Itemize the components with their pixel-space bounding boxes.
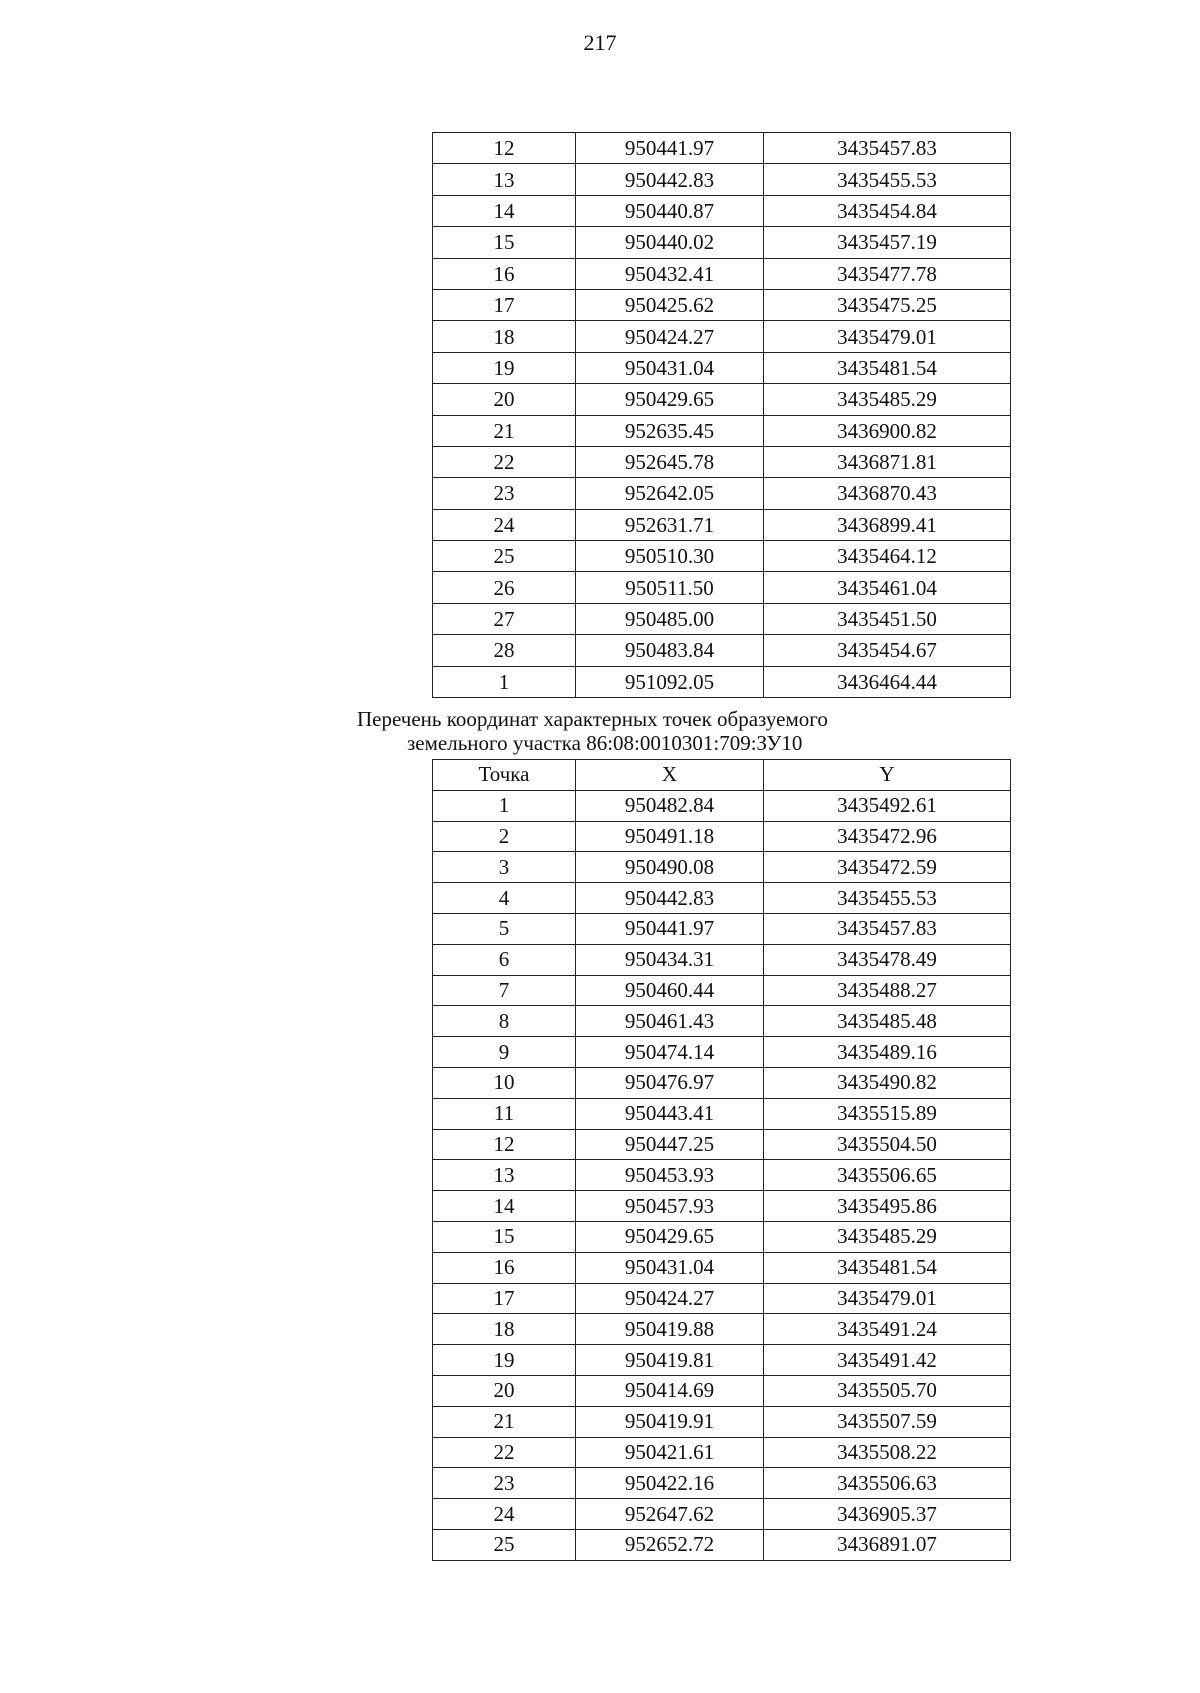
table-row: [433, 1160, 1011, 1191]
cell-x: 950419.88: [576, 1314, 764, 1345]
table-row: [433, 133, 1011, 164]
table-row: [433, 821, 1011, 852]
table-row: [433, 1006, 1011, 1037]
cell-x: 950424.27: [576, 321, 764, 352]
cell-point: 15: [433, 1221, 576, 1252]
column-header-x: X: [576, 760, 764, 791]
cell-y: 3435477.78: [764, 258, 1011, 289]
table-row: [433, 1314, 1011, 1345]
cell-y: 3435495.86: [764, 1191, 1011, 1222]
cell-point: 12: [433, 1129, 576, 1160]
table-row: [433, 478, 1011, 509]
column-header-y: Y: [764, 760, 1011, 791]
cell-y: 3435492.61: [764, 790, 1011, 821]
cell-x: 950440.02: [576, 227, 764, 258]
cell-y: 3435451.50: [764, 603, 1011, 634]
cell-point: 13: [433, 1160, 576, 1191]
cell-y: 3435488.27: [764, 975, 1011, 1006]
cell-point: 18: [433, 1314, 576, 1345]
cell-point: 6: [433, 944, 576, 975]
cell-point: 24: [433, 1499, 576, 1530]
table-row: [433, 1499, 1011, 1530]
cell-y: 3436900.82: [764, 415, 1011, 446]
cell-point: 20: [433, 1375, 576, 1406]
cell-point: 17: [433, 289, 576, 320]
cell-x: 952642.05: [576, 478, 764, 509]
page-number: 217: [583, 30, 617, 55]
cell-point: 24: [433, 509, 576, 540]
coordinates-table-zu10-body: [433, 790, 1011, 1560]
cell-x: 950429.65: [576, 1221, 764, 1252]
cell-x: 950485.00: [576, 603, 764, 634]
cell-y: 3435454.84: [764, 195, 1011, 226]
cell-y: 3436464.44: [764, 666, 1011, 697]
table-row: [433, 352, 1011, 383]
cell-y: 3435457.83: [764, 133, 1011, 164]
table-row: [433, 1406, 1011, 1437]
cell-y: 3435508.22: [764, 1437, 1011, 1468]
cell-x: 950421.61: [576, 1437, 764, 1468]
table-row: [433, 1098, 1011, 1129]
cell-point: 25: [433, 1529, 576, 1560]
table-row: [433, 1067, 1011, 1098]
cell-point: 1: [433, 790, 576, 821]
cell-y: 3435490.82: [764, 1067, 1011, 1098]
table-row: [433, 1252, 1011, 1283]
table-row: [433, 1037, 1011, 1068]
cell-point: 16: [433, 258, 576, 289]
cell-x: 950443.41: [576, 1098, 764, 1129]
table-row: [433, 1468, 1011, 1499]
table-row: [433, 603, 1011, 634]
cell-x: 950490.08: [576, 852, 764, 883]
cell-y: 3435491.42: [764, 1345, 1011, 1376]
table-row: [433, 164, 1011, 195]
cell-x: 950457.93: [576, 1191, 764, 1222]
cell-x: 950440.87: [576, 195, 764, 226]
cell-point: 22: [433, 446, 576, 477]
cell-y: 3435489.16: [764, 1037, 1011, 1068]
cell-y: 3435491.24: [764, 1314, 1011, 1345]
cell-x: 950453.93: [576, 1160, 764, 1191]
table-row: [433, 666, 1011, 697]
cell-y: 3435505.70: [764, 1375, 1011, 1406]
table-row: [433, 1191, 1011, 1222]
cell-point: 11: [433, 1098, 576, 1129]
cell-y: 3435461.04: [764, 572, 1011, 603]
cell-x: 952635.45: [576, 415, 764, 446]
cell-x: 950510.30: [576, 541, 764, 572]
cell-point: 19: [433, 352, 576, 383]
cell-x: 950441.97: [576, 133, 764, 164]
cell-x: 950429.65: [576, 384, 764, 415]
cell-y: 3436899.41: [764, 509, 1011, 540]
cell-x: 950431.04: [576, 352, 764, 383]
cell-y: 3435485.29: [764, 1221, 1011, 1252]
cell-y: 3436891.07: [764, 1529, 1011, 1560]
cell-x: 950425.62: [576, 289, 764, 320]
cell-x: 952631.71: [576, 509, 764, 540]
table-row: [433, 635, 1011, 666]
cell-y: 3435485.29: [764, 384, 1011, 415]
cell-x: 950432.41: [576, 258, 764, 289]
cell-y: 3435457.83: [764, 913, 1011, 944]
cell-x: 951092.05: [576, 666, 764, 697]
table-header-row: [433, 760, 1011, 791]
cell-x: 950461.43: [576, 1006, 764, 1037]
table-row: [433, 227, 1011, 258]
cell-x: 950424.27: [576, 1283, 764, 1314]
cell-point: 19: [433, 1345, 576, 1376]
cell-y: 3435472.59: [764, 852, 1011, 883]
table-row: [433, 1345, 1011, 1376]
table-caption-line-2: земельного участка 86:08:0010301:709:ЗУ10: [407, 731, 803, 755]
table-row: [433, 1529, 1011, 1560]
cell-y: 3435504.50: [764, 1129, 1011, 1160]
cell-x: 950442.83: [576, 883, 764, 914]
table-row: [433, 1437, 1011, 1468]
cell-point: 22: [433, 1437, 576, 1468]
cell-y: 3435507.59: [764, 1406, 1011, 1437]
cell-y: 3435475.25: [764, 289, 1011, 320]
table-row: [433, 258, 1011, 289]
table-row: [433, 790, 1011, 821]
cell-point: 10: [433, 1067, 576, 1098]
cell-x: 950422.16: [576, 1468, 764, 1499]
cell-x: 950419.81: [576, 1345, 764, 1376]
cell-x: 950476.97: [576, 1067, 764, 1098]
table-caption-line-1: Перечень координат характерных точек образуемого: [357, 707, 828, 731]
cell-y: 3435478.49: [764, 944, 1011, 975]
cell-point: 14: [433, 195, 576, 226]
cell-x: 950442.83: [576, 164, 764, 195]
table-row: [433, 572, 1011, 603]
cell-point: 3: [433, 852, 576, 883]
cell-point: 28: [433, 635, 576, 666]
table-row: [433, 195, 1011, 226]
cell-y: 3435472.96: [764, 821, 1011, 852]
cell-point: 8: [433, 1006, 576, 1037]
cell-point: 26: [433, 572, 576, 603]
table-row: [433, 883, 1011, 914]
cell-y: 3435515.89: [764, 1098, 1011, 1129]
cell-y: 3435457.19: [764, 227, 1011, 258]
cell-x: 950482.84: [576, 790, 764, 821]
cell-point: 17: [433, 1283, 576, 1314]
table-row: [433, 975, 1011, 1006]
cell-point: 14: [433, 1191, 576, 1222]
cell-point: 13: [433, 164, 576, 195]
cell-point: 21: [433, 415, 576, 446]
cell-x: 950474.14: [576, 1037, 764, 1068]
cell-point: 23: [433, 478, 576, 509]
cell-point: 23: [433, 1468, 576, 1499]
table-row: [433, 446, 1011, 477]
cell-y: 3435506.63: [764, 1468, 1011, 1499]
coordinates-table-continued: [432, 132, 1011, 698]
column-header-point: Точка: [433, 760, 576, 791]
cell-point: 12: [433, 133, 576, 164]
cell-x: 950414.69: [576, 1375, 764, 1406]
table-row: [433, 944, 1011, 975]
cell-point: 4: [433, 883, 576, 914]
table-row: [433, 415, 1011, 446]
cell-point: 9: [433, 1037, 576, 1068]
cell-point: 2: [433, 821, 576, 852]
cell-y: 3435455.53: [764, 164, 1011, 195]
cell-x: 950491.18: [576, 821, 764, 852]
cell-point: 1: [433, 666, 576, 697]
cell-y: 3436871.81: [764, 446, 1011, 477]
cell-y: 3435485.48: [764, 1006, 1011, 1037]
table-row: [433, 1375, 1011, 1406]
coordinates-table-zu10: [432, 759, 1011, 1561]
cell-x: 950431.04: [576, 1252, 764, 1283]
cell-point: 20: [433, 384, 576, 415]
cell-y: 3435481.54: [764, 352, 1011, 383]
cell-x: 950447.25: [576, 1129, 764, 1160]
cell-x: 950511.50: [576, 572, 764, 603]
cell-x: 950483.84: [576, 635, 764, 666]
table-row: [433, 1283, 1011, 1314]
cell-point: 16: [433, 1252, 576, 1283]
cell-point: 21: [433, 1406, 576, 1437]
cell-point: 7: [433, 975, 576, 1006]
table-row: [433, 509, 1011, 540]
cell-point: 5: [433, 913, 576, 944]
cell-y: 3435479.01: [764, 1283, 1011, 1314]
table-row: [433, 541, 1011, 572]
cell-x: 950441.97: [576, 913, 764, 944]
cell-y: 3436905.37: [764, 1499, 1011, 1530]
table-row: [433, 321, 1011, 352]
cell-x: 950419.91: [576, 1406, 764, 1437]
cell-point: 18: [433, 321, 576, 352]
coordinates-table-continued-body: [433, 133, 1011, 698]
table-row: [433, 1221, 1011, 1252]
cell-y: 3435454.67: [764, 635, 1011, 666]
cell-x: 952652.72: [576, 1529, 764, 1560]
cell-y: 3435464.12: [764, 541, 1011, 572]
cell-point: 27: [433, 603, 576, 634]
cell-y: 3436870.43: [764, 478, 1011, 509]
table-row: [433, 1129, 1011, 1160]
cell-x: 952645.78: [576, 446, 764, 477]
cell-y: 3435455.53: [764, 883, 1011, 914]
table-row: [433, 289, 1011, 320]
cell-x: 950460.44: [576, 975, 764, 1006]
cell-point: 15: [433, 227, 576, 258]
cell-y: 3435481.54: [764, 1252, 1011, 1283]
cell-point: 25: [433, 541, 576, 572]
cell-x: 950434.31: [576, 944, 764, 975]
table-row: [433, 852, 1011, 883]
table-row: [433, 384, 1011, 415]
cell-y: 3435506.65: [764, 1160, 1011, 1191]
cell-x: 952647.62: [576, 1499, 764, 1530]
cell-y: 3435479.01: [764, 321, 1011, 352]
table-row: [433, 913, 1011, 944]
